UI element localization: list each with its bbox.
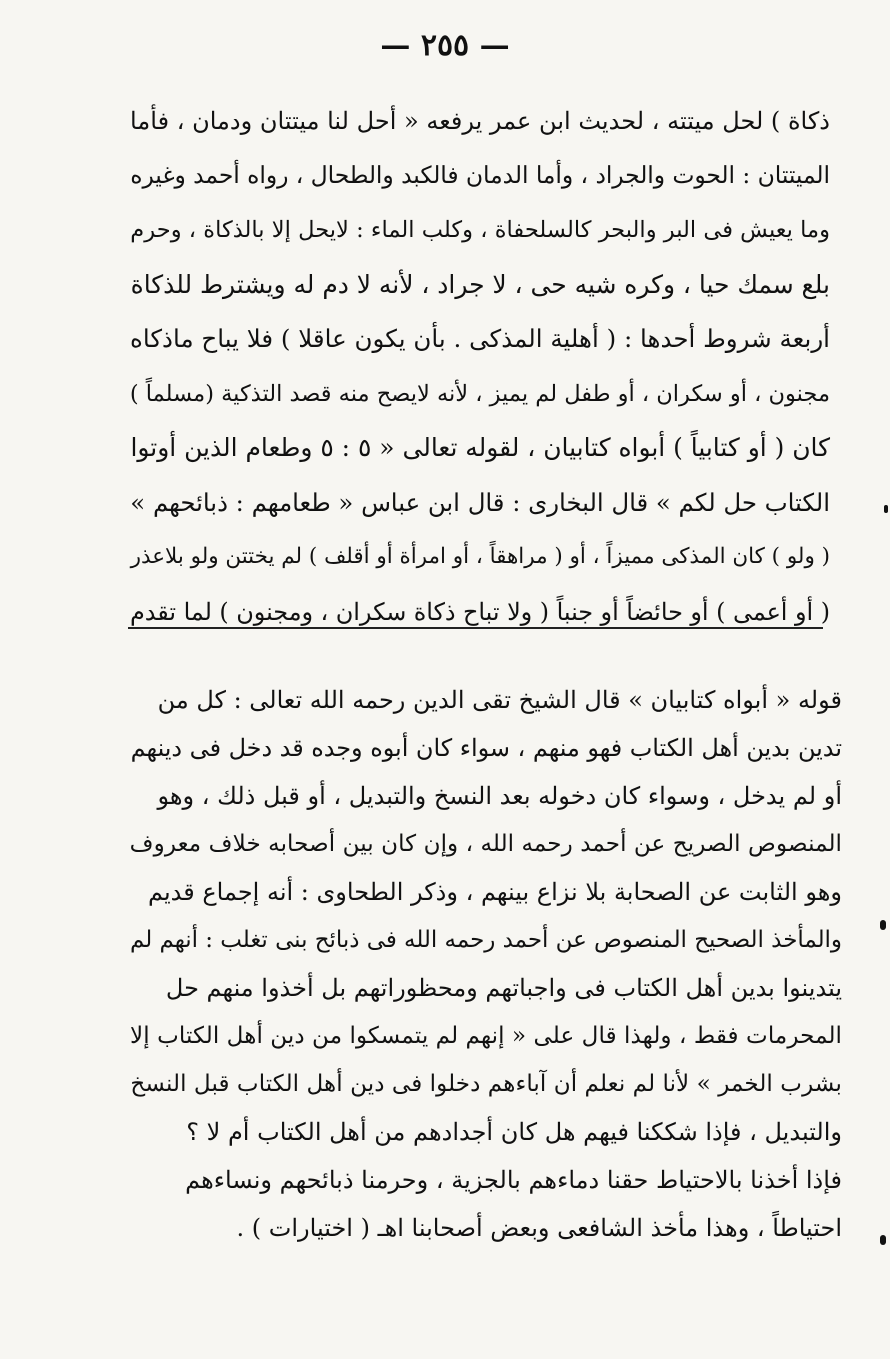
footnote-line: وهو الثابت عن الصحابة بلا نزاع بينهم ، وذكر الطحاوى : أنه إجماع قديم — [147, 878, 842, 906]
footnote-line: والتبديل ، فإذا شككنا فيهم هل كان أجدادهم من أهل الكتاب أم لا ؟ — [186, 1118, 842, 1146]
main-text-line: أربعة شروط أحدها : ( أهلية المذكى . بأن يكون عاقلا ) فلا يباح ماذكاه — [130, 324, 830, 353]
main-text-line: ذكاة ) لحل ميتته ، لحديث ابن عمر يرفعه « أحل لنا ميتتان ودمان ، فأما — [130, 107, 830, 135]
margin-ink-mark — [884, 505, 888, 513]
margin-ink-mark — [880, 920, 886, 930]
main-text-line: وما يعيش فى البر والبحر كالسلحفاة ، وكلب الماء : لايحل إلا بالذكاة ، وحرم — [130, 217, 830, 243]
main-text-line: الميتتان : الحوت والجراد ، وأما الدمان فالكبد والطحال ، رواه أحمد وغيره — [130, 161, 830, 189]
footnote-line: المحرمات فقط ، ولهذا قال على « إنهم لم يتمسكوا من دين أهل الكتاب إلا — [130, 1022, 842, 1049]
footnote-line: فإذا أخذنا بالاحتياط حقنا دماءهم بالجزية ، وحرمنا ذبائحهم ونساءهم — [185, 1166, 842, 1194]
main-text-line: ( أو أعمى ) أو حائضاً أو جنباً ( ولا تباح ذكاة سكران ، ومجنون ) لما تقدم — [130, 597, 830, 626]
main-text-line: كان ( أو كتابياً ) أبواه كتابيان ، لقوله تعالى « ٥ : ٥ وطعام الذين أوتوا — [130, 433, 830, 462]
footnote-line: قوله « أبواه كتابيان » قال الشيخ تقى الدين رحمه الله تعالى : كل من — [157, 686, 842, 714]
main-text-line: ( ولو ) كان المذكى مميزاً ، أو ( مراهقاً ، أو امرأة أو أقلف ) لم يختتن ولو بلاعذر — [130, 544, 830, 569]
main-text — [130, 94, 830, 639]
footnote-line: تدين بدين أهل الكتاب فهو منهم ، سواء كان أبوه وجده قد دخل فى دينهم — [130, 734, 842, 762]
footnote-line: المنصوص الصريح عن أحمد رحمه الله ، وإن كان بين أصحابه خلاف معروف — [129, 830, 842, 857]
main-text-line: الكتاب حل لكم » قال البخارى : قال ابن عباس « طعامهم : ذبائحهم » — [130, 487, 830, 517]
margin-ink-mark — [880, 1235, 886, 1245]
page-number: — ٢٥٥ — — [380, 28, 510, 63]
main-text-line: مجنون ، أو سكران ، أو طفل لم يميز ، لأنه لايصح منه قصد التذكية (مسلماً ) — [129, 380, 830, 407]
main-text-line: بلع سمك حيا ، وكره شيه حى ، لا جراد ، لأنه لا دم له ويشترط للذكاة — [130, 269, 830, 299]
footnote-line: بشرب الخمر » لأنا لم نعلم أن آباءهم دخلوا فى دين أهل الكتاب قبل النسخ — [130, 1070, 842, 1097]
footnote-line: أو لم يدخل ، وسواء كان دخوله بعد النسخ والتبديل ، أو قبل ذلك ، وهو — [157, 782, 842, 810]
footnote-separator — [128, 627, 823, 629]
footnote-line: يتدينوا بدين أهل الكتاب فى واجباتهم ومحظوراتهم بل أخذوا منهم حل — [165, 974, 842, 1002]
footnote-text — [130, 676, 842, 1252]
footnote-line: والمأخذ الصحيح المنصوص عن أحمد رحمه الله فى ذبائح بنى تغلب : أنهم لم — [129, 927, 842, 953]
footnote-line: احتياطاً ، وهذا مأخذ الشافعى وبعض أصحابنا اهـ ( اختيارات ) . — [236, 1214, 842, 1242]
